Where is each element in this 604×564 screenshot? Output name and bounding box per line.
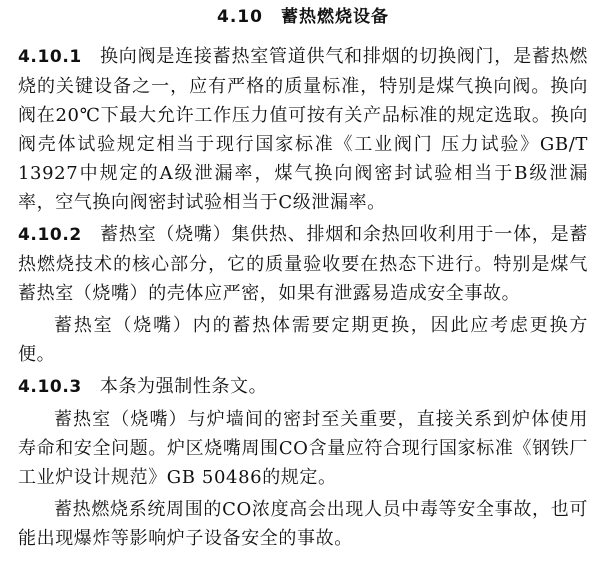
clause-4-10-3-paragraph-1: 蓄热室（烧嘴）与炉墙间的密封至关重要，直接关系到炉体使用寿命和安全问题。炉区烧嘴周围CO含量应符合现行国家标准《钢铁厂工业炉设计规范》GB 50486的规定。 — [18, 409, 588, 488]
clause-number: 4.10.1 — [18, 47, 82, 67]
clause-4-10-2-paragraph: 蓄热室（烧嘴）内的蓄热体需要定期更换，因此应考虑更换方便。 — [18, 315, 588, 365]
section-number: 4.10 — [217, 7, 263, 27]
clause-4-10-1 — [18, 42, 588, 217]
clause-number: 4.10.3 — [18, 377, 82, 397]
clause-4-10-3-paragraph-2: 蓄热燃烧系统周围的CO浓度高会出现人员中毒等安全事故，也可能出现爆炸等影响炉子设备安全的事故。 — [18, 499, 588, 549]
section-title: 蓄热燃烧设备 — [280, 7, 389, 27]
clause-number: 4.10.2 — [18, 225, 82, 245]
section-heading — [18, 6, 588, 28]
clause-text: 蓄热室（烧嘴）集供热、排烟和余热回收利用于一体，是蓄热燃烧技术的核心部分，它的质量验收要在热态下进行。特别是煤气蓄热室（烧嘴）的壳体应严密，如果有泄露易造成安全事故。 — [18, 224, 588, 304]
clause-4-10-3 — [18, 372, 588, 402]
clause-text: 换向阀是连接蓄热室管道供气和排烟的切换阀门，是蓄热燃烧的关键设备之一，应有严格的质量标准，特别是煤气换向阀。换向阀在20℃下最大允许工作压力值可按有关产品标准的规定选取。换向阀壳体试验规定相当于现行国家标准《工业阀门 压力试验》GB/T 13927中规定的A级泄漏率，煤气换向阀密封试验相当于B级泄漏率，空气换向阀密封试验相当于C级泄漏率。 — [18, 46, 588, 213]
clause-4-10-2 — [18, 220, 588, 308]
clause-text: 本条为强制性条文。 — [99, 376, 268, 397]
